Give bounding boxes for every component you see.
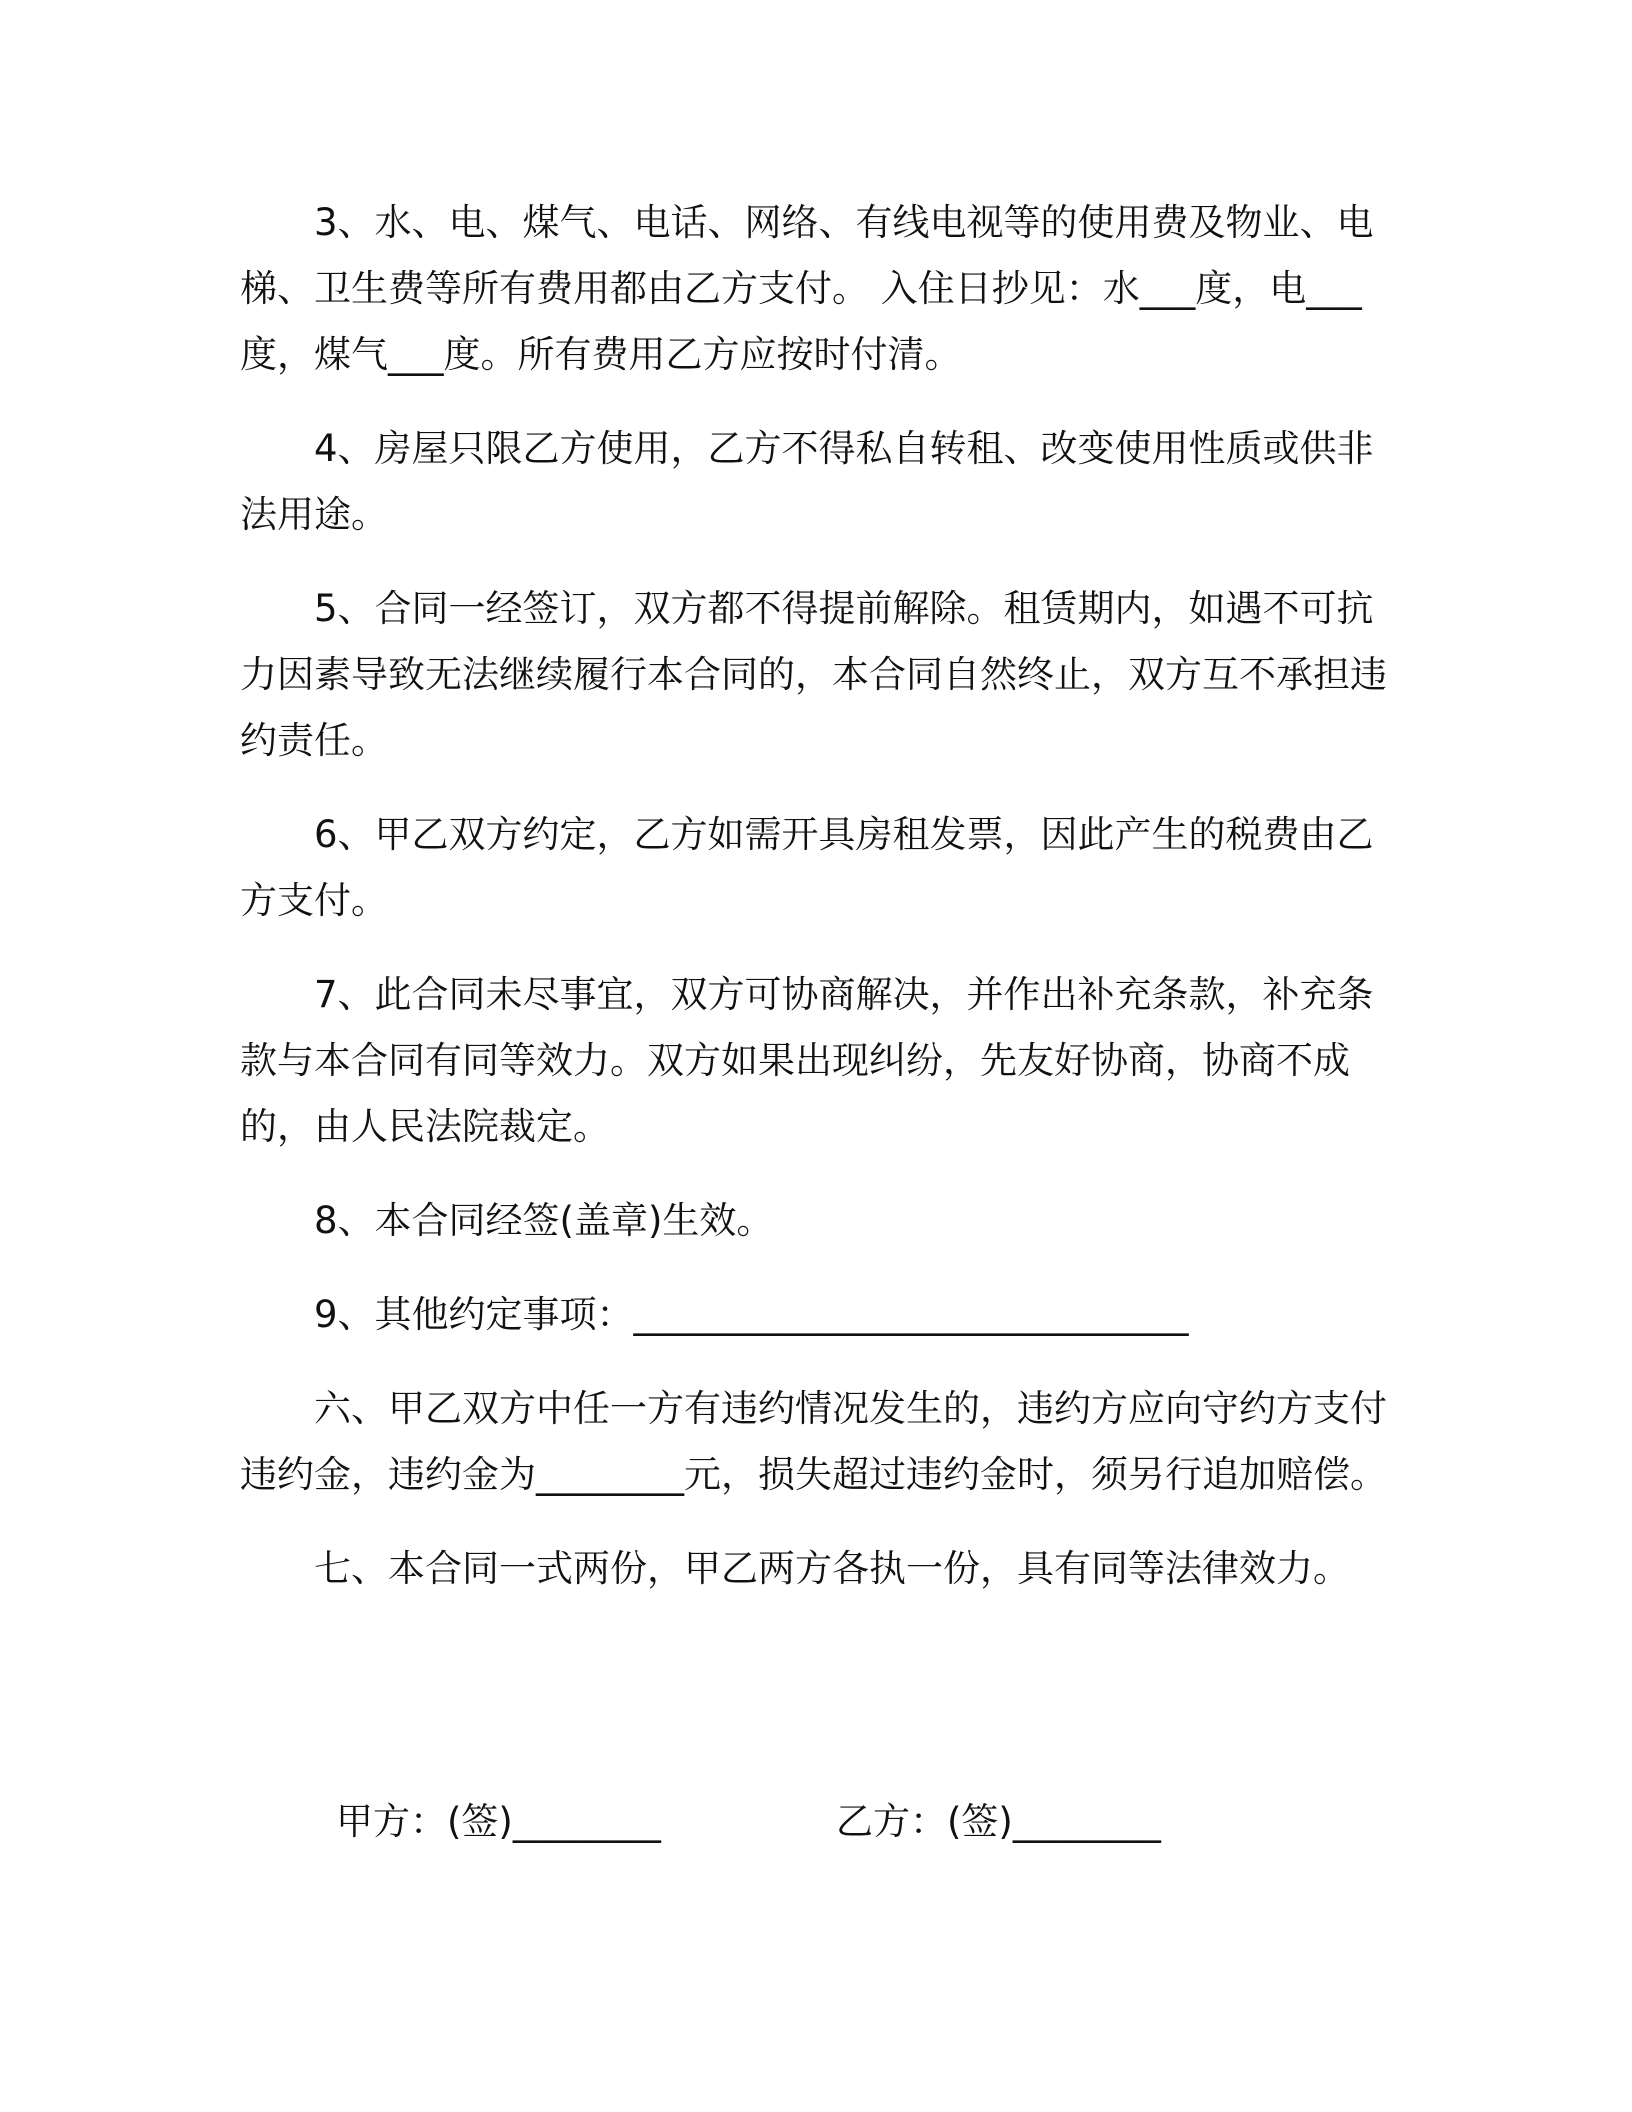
party-b-signature: 乙方：(签)________ (836, 1800, 1161, 1843)
section-six: 六、甲乙双方中任一方有违约情况发生的，违约方应向守约方支付违约金，违约金为________元，损失超过违约金时，须另行追加赔偿。 (240, 1387, 1387, 1496)
clause-7: 7、此合同未尽事宜，双方可协商解决，并作出补充条款，补充条款与本合同有同等效力。双方如果出现纠纷，先友好协商，协商不成的，由人民法院裁定。 (240, 973, 1374, 1148)
document-body (240, 190, 1390, 1630)
clause-9: 9、其他约定事项：______________________________ (314, 1293, 1189, 1336)
clause-3: 3、水、电、煤气、电话、网络、有线电视等的使用费及物业、电梯、卫生费等所有费用都由乙方支付。 入住日抄见：水___度，电___度，煤气___度。所有费用乙方应按时付清。 (240, 201, 1374, 376)
party-a-signature: 甲方：(签)________ (336, 1800, 661, 1843)
clause-6: 6、甲乙双方约定，乙方如需开具房租发票，因此产生的税费由乙方支付。 (240, 813, 1374, 922)
signature-block (0, 1792, 1632, 1852)
clause-4: 4、房屋只限乙方使用，乙方不得私自转租、改变使用性质或供非法用途。 (240, 427, 1374, 536)
clause-8: 8、本合同经签(盖章)生效。 (314, 1199, 774, 1242)
clause-5: 5、合同一经签订，双方都不得提前解除。租赁期内，如遇不可抗力因素导致无法继续履行本合同的，本合同自然终止，双方互不承担违约责任。 (240, 587, 1387, 762)
section-seven: 七、本合同一式两份，甲乙两方各执一份，具有同等法律效力。 (314, 1547, 1350, 1590)
